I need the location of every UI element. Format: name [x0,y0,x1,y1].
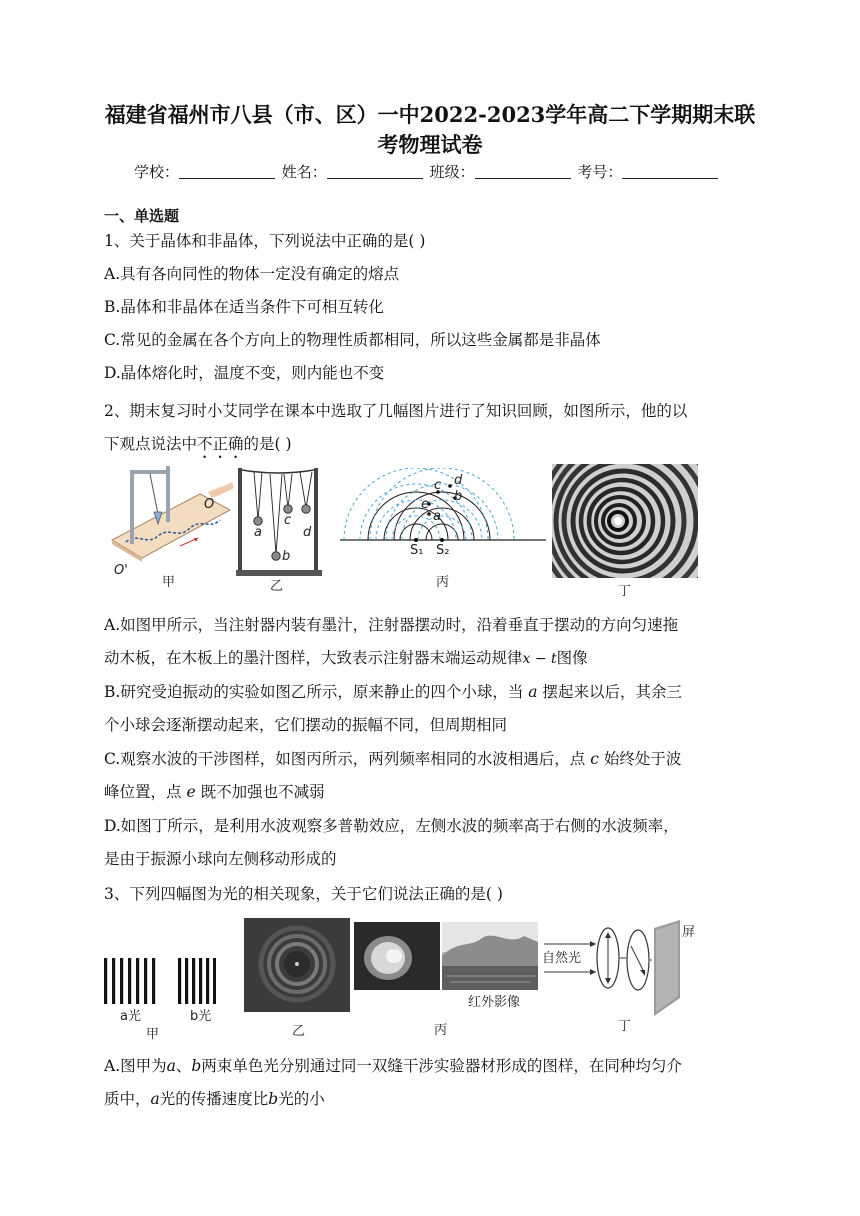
figure-doppler-ripples [552,464,698,598]
q2-option-b-line-2: 个小球会逐渐摆动起来，它们摆动的振幅不同，但周期相同 [104,716,508,734]
q3-option-a-var-b: b [191,1057,202,1075]
q3-option-a-line-2 [104,1087,325,1109]
caption-jia: 甲 [162,575,176,587]
name-label: 姓名： [281,163,327,181]
caption-ding: 丁 [618,584,632,598]
figure-polarization [542,920,698,1036]
title-line-2: 考物理试卷 [377,132,483,157]
q1-option-c: C.常见的金属在各个方向上的物理性质都相同，所以这些金属都是非晶体 [104,331,601,349]
q2-option-c-line-2 [104,780,325,802]
q1-option-b: B.晶体和非晶体在适当条件下可相互转化 [104,298,384,316]
student-info-line [134,161,720,182]
label-b-light: b光 [190,1009,212,1024]
label-d: d [303,525,312,540]
q2-option-b-text-2: 摆起来以后，其余三 [542,683,682,701]
name-blank[interactable] [327,164,423,179]
school-label: 学校： [134,163,180,181]
q3-option-a-sep: 、 [175,1057,192,1075]
label-e: e [421,497,429,512]
label-s1: S₁ [410,543,424,558]
class-label: 班级： [429,163,475,181]
q2-option-a-line-2 [104,646,588,668]
class-blank[interactable] [475,164,571,179]
label-o-prime: O' [114,563,128,578]
q3-stem: 3、下列四幅图为光的相关现象，关于它们说法正确的是( ) [104,885,503,903]
q2-option-d-line-1: D.如图丁所示，是利用水波观察多普勒效应，左侧水波的频率高于右侧的水波频率， [104,817,679,835]
q2-option-c-text-3: 峰位置，点 [104,783,182,801]
q2-stem-text: 下观点说法中 [104,435,198,453]
q2-option-a-line-1: A.如图甲所示，当注射器内装有墨汁，注射器摆动时，沿着垂直于摆动的方向匀速拖 [104,616,679,634]
figure-double-slit-fringes [104,954,216,1044]
q2-option-c-text: C.观察水波的干涉图样，如图丙所示，两列频率相同的水波相遇后，点 [104,750,586,768]
caption-bing: 丙 [436,575,450,590]
q2-option-b-line-1 [104,680,682,702]
q2-option-a-text: 动木板，在木板上的墨汁图样，大致表示注射器末端运动规律 [104,649,523,667]
label-d2: d [454,473,463,488]
q2-stem-line-1: 2、期末复习时小艾同学在课本中选取了几幅图片进行了知识回顾，如图所示，他的以 [104,402,688,420]
school-blank[interactable] [179,164,275,179]
figure-lens-infrared [354,922,538,1040]
q2-stem-end: 的是( ) [243,435,292,453]
label-a-light: a光 [120,1009,141,1024]
q3-option-a-var-a-2: a [150,1090,160,1108]
q2-option-c-var-2: e [186,783,196,801]
q3-option-a-text-5: 光的小 [278,1090,325,1108]
label-screen: 屏 [682,925,696,940]
q2-option-a-formula: x − t [522,651,557,667]
caption-bing-3: 丙 [434,1023,448,1038]
q2-emphasized-word: 不正确 [197,435,244,453]
caption-jia-3: 甲 [146,1027,160,1042]
q2-option-a-end: 图像 [556,649,588,667]
label-c: c [284,513,292,528]
label-o: O [204,497,215,512]
document-title [90,100,770,160]
label-c2: c [434,478,442,493]
caption-yi-3: 乙 [292,1024,306,1039]
q3-option-a-text-4: 光的传播速度比 [159,1090,269,1108]
q1-option-a: A.具有各向同性的物体一定没有确定的熔点 [104,265,400,283]
label-b: b [282,549,291,564]
exam-number-label: 考号： [577,163,623,181]
section-heading-single-choice: 一、单选题 [104,207,180,225]
q2-option-b-text: B.研究受迫振动的实验如图乙所示，原来静止的四个小球，当 [104,683,524,701]
exam-number-blank[interactable] [622,164,718,179]
q3-option-a-text-2: 两束单色光分别通过同一双缝干涉实验器材形成的图样，在同种均匀介 [201,1057,682,1075]
label-a: a [254,525,262,540]
caption-ding-3: 丁 [618,1019,632,1034]
q3-option-a-line-1 [104,1054,682,1076]
q2-option-b-var: a [528,683,538,701]
label-a2: a [433,509,441,524]
q2-stem-line-2 [104,432,292,462]
caption-yi: 乙 [270,579,284,591]
q2-option-c-var: c [590,750,599,768]
q2-option-d-line-2: 是由于振源小球向左侧移动形成的 [104,850,337,868]
label-natural-light: 自然光 [542,951,582,966]
figure-pendulum-board [108,462,236,587]
q2-option-c-line-1 [104,747,681,769]
q3-option-a-text: A.图甲为 [104,1057,167,1075]
label-infrared: 红外影像 [468,995,521,1010]
title-line-1: 福建省福州市八县（市、区）一中2022-2023学年高二下学期期末联 [104,102,756,127]
figure-diffraction-spot [244,918,350,1042]
q3-option-a-var-a: a [166,1057,176,1075]
q3-option-a-text-3: 质中， [104,1090,151,1108]
q1-option-d: D.晶体熔化时，温度不变，则内能也不变 [104,364,385,382]
q2-option-c-text-4: 既不加强也不减弱 [200,783,325,801]
q2-option-c-text-2: 始终处于波 [603,750,682,768]
figure-wave-interference [338,468,548,594]
q1-stem: 1、关于晶体和非晶体，下列说法中正确的是( ) [104,232,426,250]
label-s2: S₂ [436,543,450,558]
figure-coupled-pendulums [234,466,330,591]
q3-option-a-var-b-2: b [268,1090,279,1108]
label-b2: b [454,489,463,504]
